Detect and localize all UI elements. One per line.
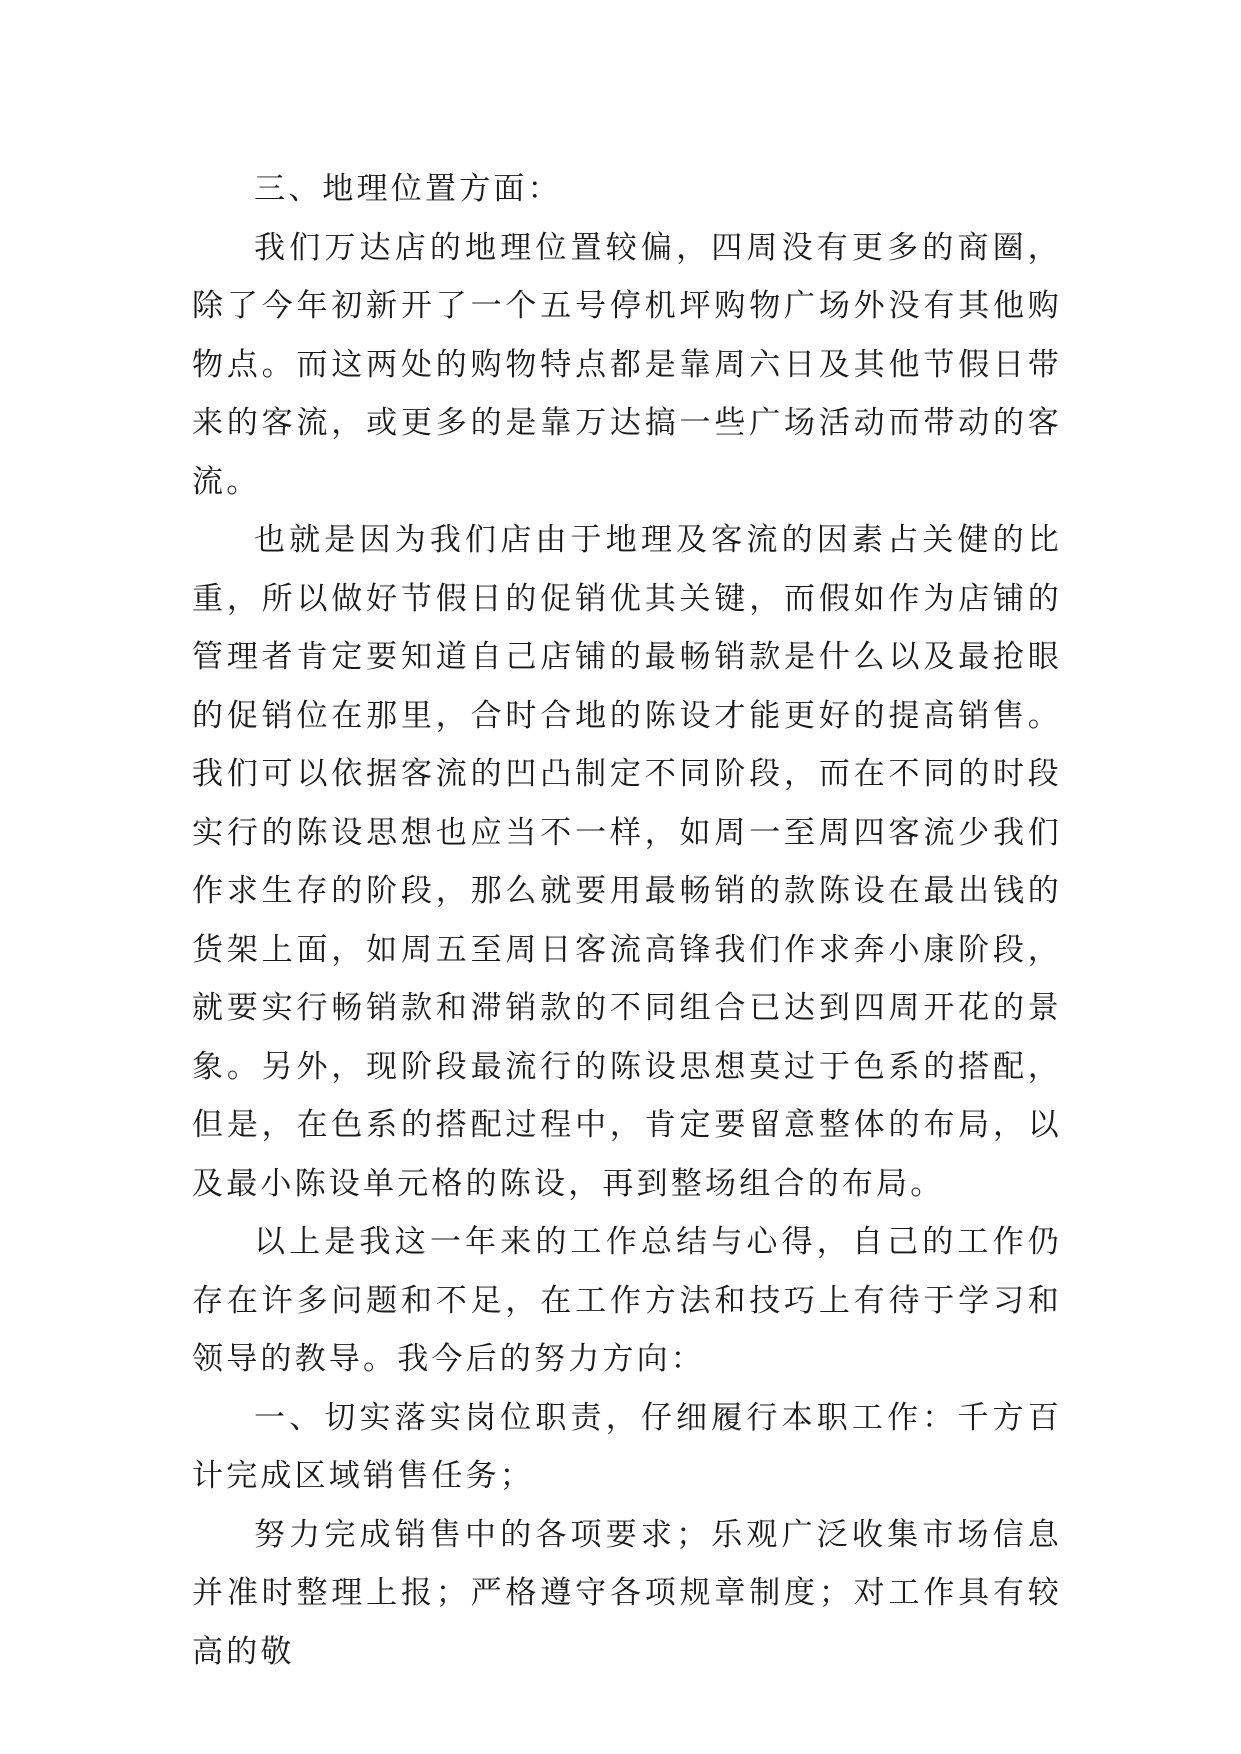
document-body xyxy=(192,160,1062,1681)
section-heading: 三、地理位置方面： xyxy=(254,171,562,207)
paragraph-direction-one: 一、切实落实岗位职责，仔细履行本职工作：千方百计完成区域销售任务； xyxy=(192,1399,1062,1494)
paragraph-location: 我们万达店的地理位置较偏，四周没有更多的商圈，除了今年初新开了一个五号停机坪购物广场外没有其他购物点。而这两处的购物特点都是靠周六日及其他节假日带来的客流，或更多的是靠万达搞一些广场活动而带动的客流。 xyxy=(192,229,1062,500)
paragraph-summary: 以上是我这一年来的工作总结与心得，自己的工作仍存在许多问题和不足，在工作方法和技巧上有待于学习和领导的教导。我今后的努力方向： xyxy=(192,1224,1062,1377)
paragraph-requirements: 努力完成销售中的各项要求；乐观广泛收集市场信息并准时整理上报；严格遵守各项规章制度；对工作具有较高的敬 xyxy=(192,1516,1062,1670)
paragraph-display-strategy: 也就是因为我们店由于地理及客流的因素占关健的比重，所以做好节假日的促销优其关键，而假如作为店铺的管理者肯定要知道自己店铺的最畅销款是什么以及最抢眼的促销位在那里，合时合地的陈设才能更好的提高销售。我们可以依据客流的凹凸制定不同阶段，而在不同的时段实行的陈设思想也应当不一样，如周一至周四客流少我们作求生存的阶段，那么就要用最畅销的款陈设在最出钱的货架上面，如周五至周日客流高锋我们作求奔小康阶段，就要实行畅销款和滞销款的不同组合已达到四周开花的景象。另外，现阶段最流行的陈设思想莫过于色系的搭配，但是，在色系的搭配过程中，肯定要留意整体的布局，以及最小陈设单元格的陈设，再到整场组合的布局。 xyxy=(192,522,1062,1202)
